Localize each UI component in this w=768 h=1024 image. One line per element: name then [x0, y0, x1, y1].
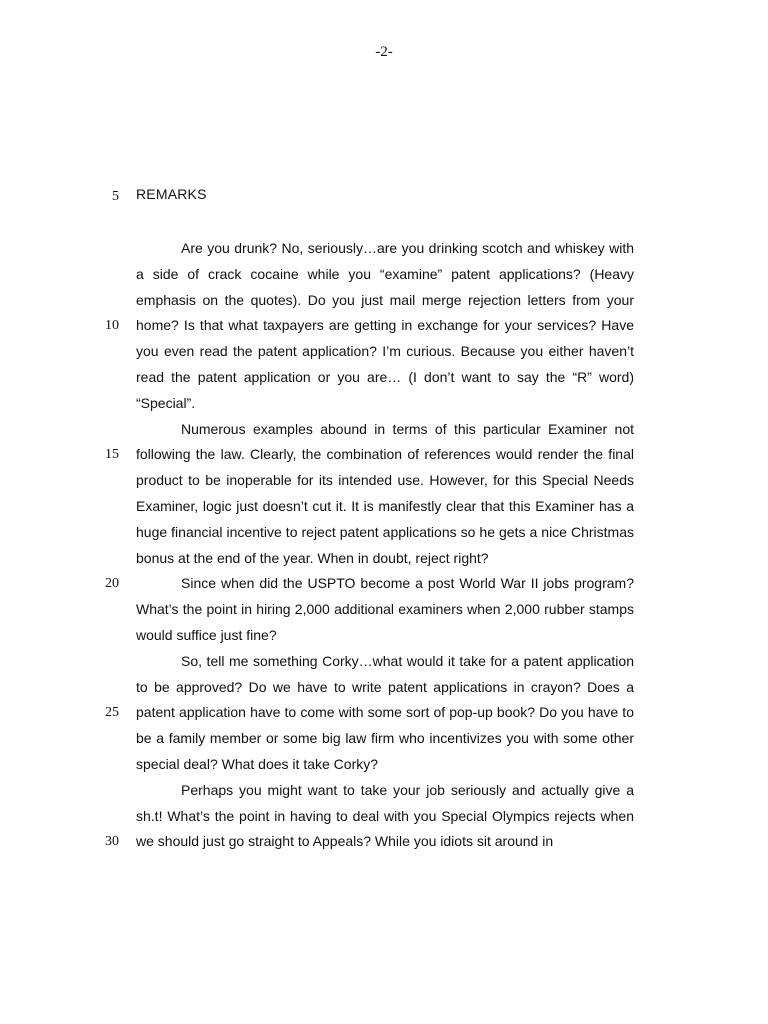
paragraph: Since when did the USPTO become a post World War II jobs program? What’s the point in hiring 2,000 additional examiners when 2,000 rubber stamps would suffice just fine?: [136, 575, 634, 643]
line-number: 10: [105, 318, 119, 333]
line-number: 20: [105, 576, 119, 591]
section-heading: REMARKS: [136, 186, 207, 202]
paragraph: So, tell me something Corky…what would it take for a patent application to be approved? Do we have to write patent applications in crayon? Does a patent application have to come with some sort of pop-up book? Do you have to be a family member or some big law firm who incentivizes you with some other special deal? What does it take Corky?: [136, 652, 634, 772]
paragraph: Numerous examples abound in terms of this particular Examiner not following the law. Clearly, the combination of references would render the final product to be inoperable for its intended use. However, for this Special Needs Examiner, logic just doesn’t cut it. It is manifestly clear that this Examiner has a huge financial incentive to reject patent applications so he gets a nice Christmas bonus at the end of the year. When in doubt, reject right?: [136, 420, 634, 566]
line-number: 15: [105, 447, 119, 462]
paragraph: Are you drunk? No, seriously…are you drinking scotch and whiskey with a side of crack cocaine while you “examine” patent applications? (Heavy emphasis on the quotes). Do you just mail merge rejection letters from your home? Is that what taxpayers are getting in exchange for your services? Have you even read the patent application? I’m curious. Because you either haven’t read the patent application or you are… (I don’t want to say the “R” word) “Special”.: [136, 240, 634, 411]
line-number: 25: [105, 705, 119, 720]
line-number: 30: [105, 834, 119, 849]
line-number: 5: [112, 189, 119, 204]
remarks-body: [136, 236, 634, 855]
paragraph: Perhaps you might want to take your job seriously and actually give a sh.t! What’s the point in having to deal with you Special Olympics rejects when we should just go straight to Appeals? While you idiots sit around in: [136, 781, 634, 850]
page-number: -2-: [375, 44, 393, 60]
